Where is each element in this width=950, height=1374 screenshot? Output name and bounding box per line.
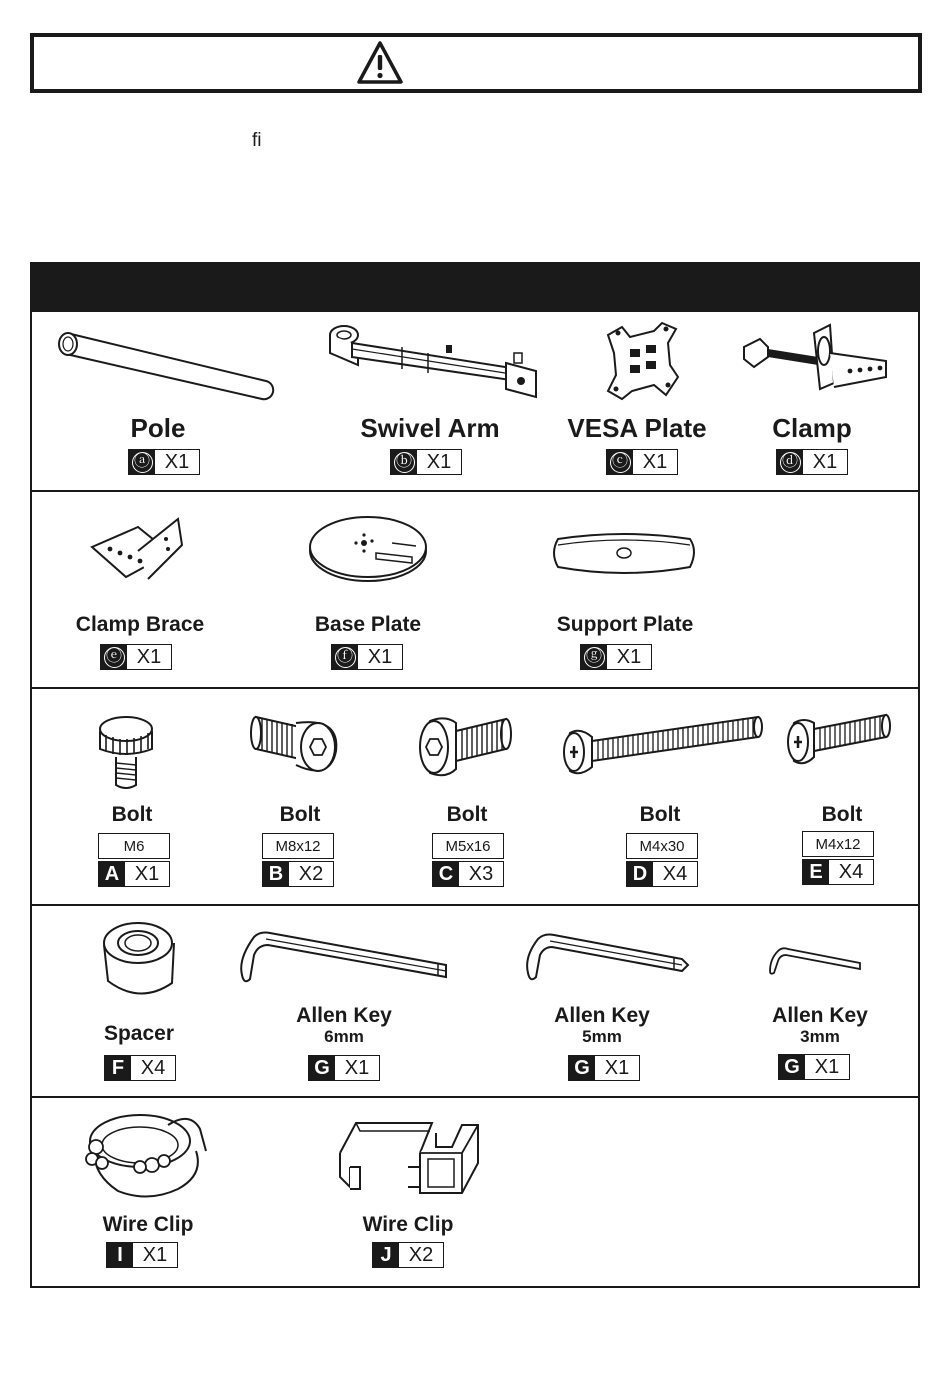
- part-quantity-tag: [568, 1055, 640, 1081]
- part-size: M6: [98, 833, 170, 859]
- part-letter: J: [373, 1243, 399, 1267]
- part-letter: A: [99, 862, 125, 886]
- part-quantity-tag: [372, 1242, 444, 1268]
- part-label: VESA Plate: [567, 413, 707, 443]
- allen-key-6mm-icon: [236, 929, 450, 989]
- part-letter: C: [433, 862, 459, 886]
- part-count: X4: [662, 862, 688, 885]
- part-count: X1: [426, 450, 452, 473]
- part-label: Bolt: [279, 803, 321, 826]
- part-count: X1: [604, 1056, 630, 1079]
- part-count: X4: [838, 860, 864, 883]
- clamp-brace-icon: [88, 515, 186, 585]
- part-label: Bolt: [639, 803, 681, 826]
- part-size: M4x30: [626, 833, 698, 859]
- part-letter: E: [803, 860, 829, 884]
- part-letter: G: [569, 1056, 595, 1080]
- part-size: M8x12: [262, 833, 334, 859]
- allen-key-3mm-icon: [766, 945, 864, 975]
- part-size: M5x16: [432, 833, 504, 859]
- part-quantity-tag: [778, 1054, 850, 1080]
- swivel-arm-icon: [318, 321, 544, 401]
- pole-icon: [58, 329, 274, 399]
- part-quantity-tag: [308, 1055, 380, 1081]
- part-count: X1: [136, 645, 162, 668]
- warning-triangle-icon: [356, 40, 404, 86]
- part-label: Wire Clip: [102, 1213, 194, 1236]
- part-letter: G: [779, 1055, 805, 1079]
- support-plate-icon: [550, 531, 698, 579]
- base-plate-icon: [308, 513, 430, 583]
- part-letter: ⓑ: [394, 452, 415, 473]
- part-quantity-tag: [128, 449, 200, 475]
- part-label: Clamp: [772, 413, 852, 443]
- part-label: Allen Key: [554, 1004, 650, 1027]
- part-quantity-tag: [98, 861, 170, 887]
- part-count: X1: [367, 645, 393, 668]
- part-letter: G: [309, 1056, 335, 1080]
- part-quantity-tag: [100, 644, 172, 670]
- part-sublabel: 6mm: [324, 1027, 364, 1046]
- part-label: Pole: [130, 413, 186, 443]
- part-label: Allen Key: [296, 1004, 392, 1027]
- part-sublabel: 3mm: [800, 1027, 840, 1046]
- part-count: X4: [140, 1056, 166, 1079]
- part-letter: ⓐ: [132, 452, 153, 473]
- parts-list-table: [30, 311, 920, 1288]
- part-label: Wire Clip: [362, 1213, 454, 1236]
- row-divider: [32, 490, 918, 492]
- thumb-bolt-icon: [98, 705, 154, 791]
- part-letter: B: [263, 862, 289, 886]
- vesa-plate-icon: [600, 321, 684, 401]
- part-count: X3: [468, 862, 494, 885]
- part-count: X1: [814, 1055, 840, 1078]
- spacer-icon: [100, 921, 180, 999]
- part-quantity-tag: [104, 1055, 176, 1081]
- long-screw-icon: [562, 711, 764, 789]
- part-letter: F: [105, 1056, 131, 1080]
- part-count: X1: [134, 862, 160, 885]
- wire-clip-round-icon: [78, 1111, 208, 1203]
- part-label: Base Plate: [314, 613, 422, 636]
- warning-banner: [30, 33, 922, 93]
- part-letter: ⓓ: [780, 452, 801, 473]
- button-head-bolt-icon: [248, 711, 340, 779]
- part-label: Support Plate: [556, 613, 694, 636]
- countersunk-bolt-icon: [416, 713, 512, 781]
- part-quantity-tag: [776, 449, 848, 475]
- parts-list-header: [30, 262, 920, 312]
- part-label: Spacer: [103, 1022, 175, 1045]
- part-label: Bolt: [821, 803, 863, 826]
- part-quantity-tag: [802, 859, 874, 885]
- part-letter: ⓒ: [610, 452, 631, 473]
- part-quantity-tag: [106, 1242, 178, 1268]
- part-size: M4x12: [802, 831, 874, 857]
- short-screw-icon: [786, 709, 892, 769]
- part-label: Clamp Brace: [75, 613, 205, 636]
- allen-key-5mm-icon: [522, 931, 694, 985]
- row-divider: [32, 687, 918, 689]
- part-quantity-tag: [606, 449, 678, 475]
- part-quantity-tag: [626, 861, 698, 887]
- part-label: Allen Key: [772, 1004, 868, 1027]
- part-letter: I: [107, 1243, 133, 1267]
- part-quantity-tag: [580, 644, 652, 670]
- stray-glyph: ﬁ: [252, 130, 262, 151]
- row-divider: [32, 1096, 918, 1098]
- part-count: X2: [298, 862, 324, 885]
- part-count: X1: [642, 450, 668, 473]
- part-quantity-tag: [390, 449, 462, 475]
- part-label: Bolt: [111, 803, 153, 826]
- part-count: X1: [344, 1056, 370, 1079]
- part-count: X1: [164, 450, 190, 473]
- wire-clip-square-icon: [336, 1117, 482, 1199]
- part-label: Swivel Arm: [360, 413, 500, 443]
- part-letter: ⓔ: [104, 647, 125, 668]
- part-quantity-tag: [262, 861, 334, 887]
- part-count: X2: [408, 1243, 434, 1266]
- part-letter: D: [627, 862, 653, 886]
- part-label: Bolt: [446, 803, 488, 826]
- clamp-icon: [740, 323, 890, 397]
- part-quantity-tag: [432, 861, 504, 887]
- row-divider: [32, 904, 918, 906]
- part-count: X1: [616, 645, 642, 668]
- part-count: X1: [142, 1243, 168, 1266]
- part-quantity-tag: [331, 644, 403, 670]
- part-count: X1: [812, 450, 838, 473]
- part-letter: ⓖ: [584, 647, 605, 668]
- part-sublabel: 5mm: [582, 1027, 622, 1046]
- part-letter: ⓕ: [335, 647, 356, 668]
